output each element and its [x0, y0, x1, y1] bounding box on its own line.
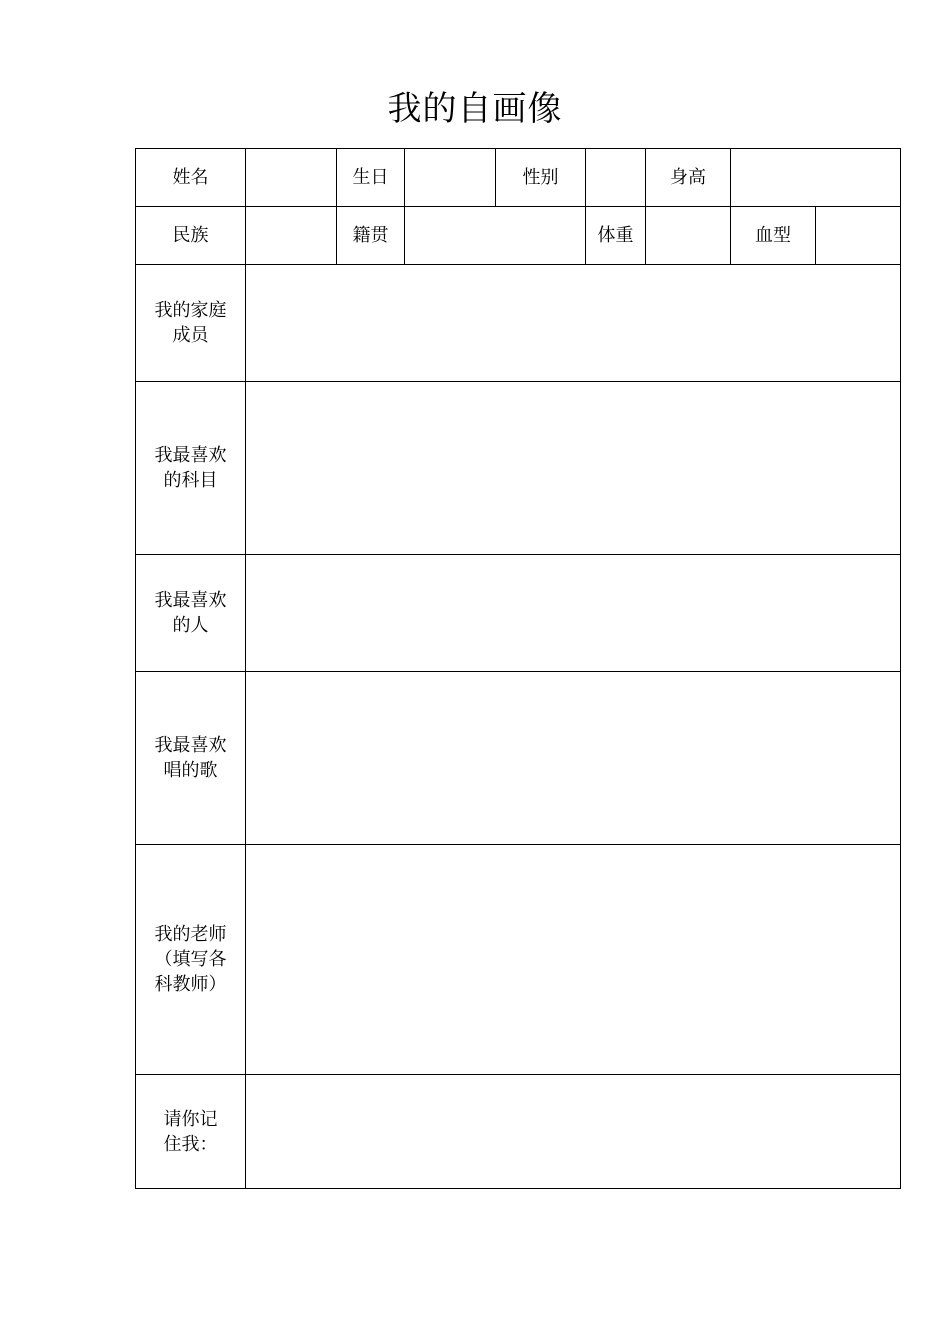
- favorite-subject-label-cell: [136, 382, 245, 554]
- my-teachers-label: 我的老师 （填写各 科教师）: [154, 924, 227, 995]
- family-members-field[interactable]: [246, 265, 900, 381]
- birthday-field[interactable]: [405, 149, 495, 206]
- family-members-label-cell: [136, 265, 245, 381]
- remember-me-label-cell: [136, 1075, 245, 1188]
- favorite-person-label: 我最喜欢 的人: [154, 590, 227, 636]
- favorite-song-label: 我最喜欢 唱的歌: [154, 735, 227, 781]
- remember-me-label: 请你记 住我：: [163, 1108, 218, 1155]
- birthday-label: 生日: [352, 167, 389, 188]
- my-teachers-label-cell: [136, 845, 245, 1074]
- self-portrait-form: [135, 148, 901, 1189]
- my-teachers-field[interactable]: [246, 845, 900, 1074]
- blood-type-field[interactable]: [816, 207, 900, 264]
- height-label: 身高: [670, 167, 706, 188]
- name-label: 姓名: [172, 167, 209, 188]
- favorite-person-label-cell: [136, 555, 245, 671]
- height-field[interactable]: [731, 149, 900, 206]
- weight-field[interactable]: [646, 207, 730, 264]
- weight-label: 体重: [597, 225, 634, 246]
- family-members-label: 我的家庭 成员: [154, 300, 227, 346]
- ethnicity-field[interactable]: [246, 207, 336, 264]
- remember-me-field[interactable]: [246, 1075, 900, 1188]
- native-place-label: 籍贯: [352, 225, 389, 246]
- gender-label: 性别: [522, 167, 559, 188]
- name-field[interactable]: [246, 149, 336, 206]
- favorite-subject-label: 我最喜欢 的科目: [154, 445, 227, 491]
- native-place-field[interactable]: [405, 207, 585, 264]
- blood-type-label: 血型: [755, 225, 791, 246]
- ethnicity-label: 民族: [172, 225, 209, 246]
- gender-field[interactable]: [586, 149, 645, 206]
- favorite-person-field[interactable]: [246, 555, 900, 671]
- page-title: 我的自画像: [387, 89, 563, 129]
- favorite-song-label-cell: [136, 672, 245, 844]
- favorite-song-field[interactable]: [246, 672, 900, 844]
- favorite-subject-field[interactable]: [246, 382, 900, 554]
